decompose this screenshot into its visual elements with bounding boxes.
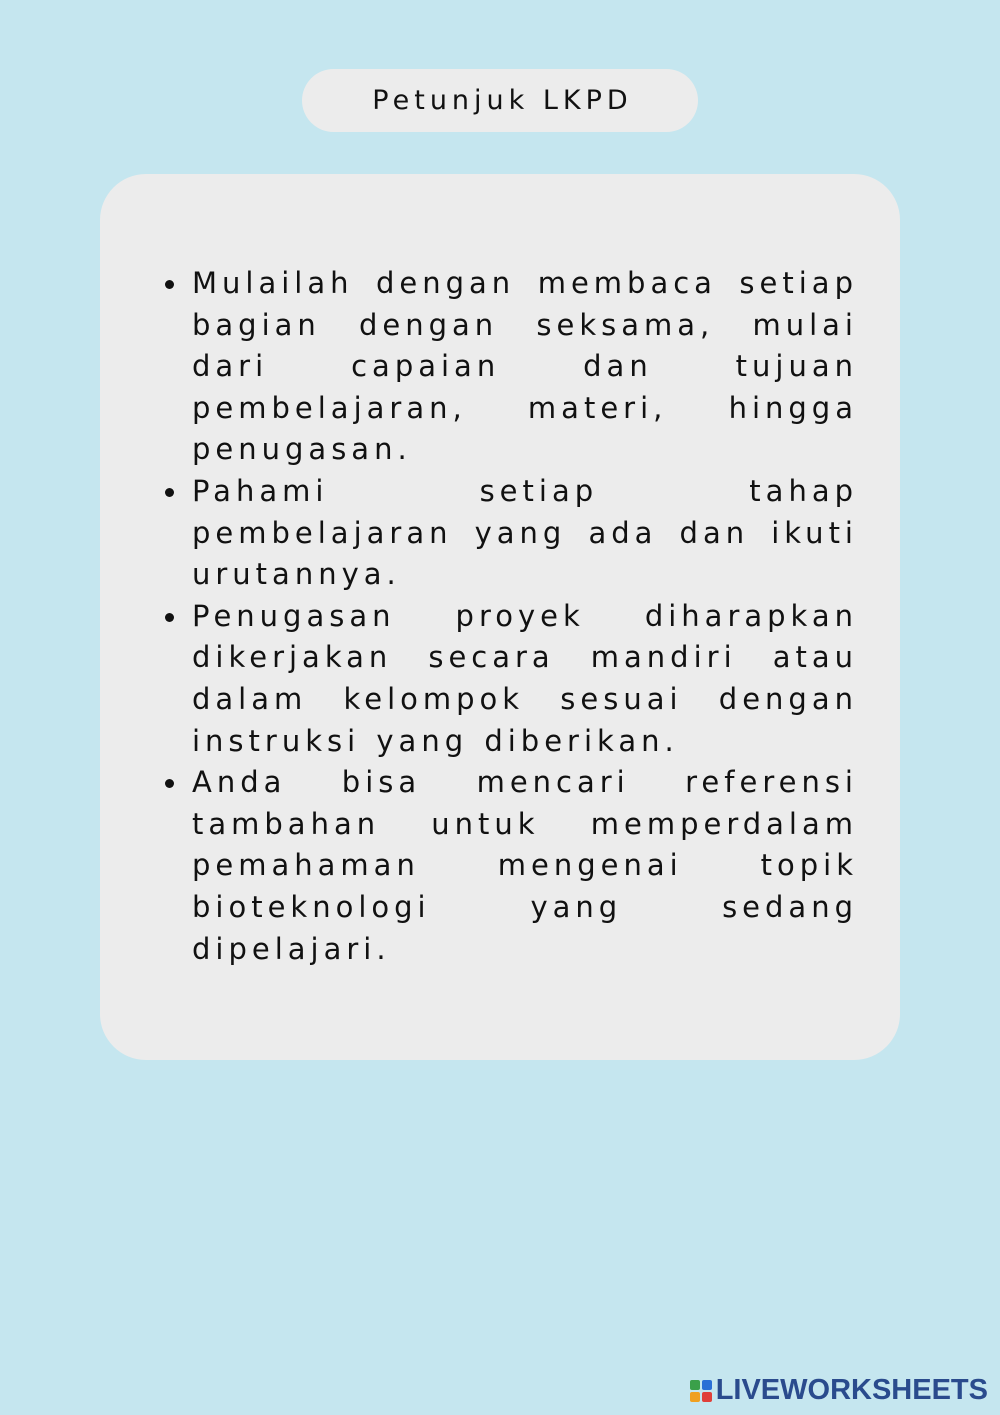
liveworksheets-logo[interactable]	[690, 1374, 988, 1407]
bullet-icon	[165, 613, 174, 622]
liveworksheets-grid-icon	[690, 1380, 712, 1402]
instruction-item	[162, 471, 858, 596]
instruction-text: Penugasan proyek diharapkan dikerjakan secara mandiri atau dalam kelompok sesuai dengan instruksi yang diberikan.	[192, 598, 858, 758]
logo-square-green	[690, 1380, 700, 1390]
instruction-item	[162, 762, 858, 970]
instruction-text: Mulailah dengan membaca setiap bagian dengan seksama, mulai dari capaian dan tujuan pembelajaran, materi, hingga penugasan.	[192, 266, 858, 467]
bullet-icon	[165, 488, 174, 497]
instruction-item	[162, 263, 858, 471]
logo-square-blue	[702, 1380, 712, 1390]
logo-square-orange	[690, 1392, 700, 1402]
logo-square-red	[702, 1392, 712, 1402]
instruction-text: Anda bisa mencari referensi tambahan untuk memperdalam pemahaman mengenai topik bioteknologi yang sedang dipelajari.	[192, 765, 858, 966]
instructions-list	[162, 263, 858, 970]
title-pill	[302, 69, 698, 132]
bullet-icon	[165, 779, 174, 788]
instruction-text: Pahami setiap tahap pembelajaran yang ada dan ikuti urutannya.	[192, 473, 858, 592]
instruction-item	[162, 596, 858, 762]
bullet-icon	[165, 280, 174, 289]
brand-name: LIVEWORKSHEETS	[715, 1374, 988, 1406]
page-title: Petunjuk LKPD	[372, 85, 633, 116]
